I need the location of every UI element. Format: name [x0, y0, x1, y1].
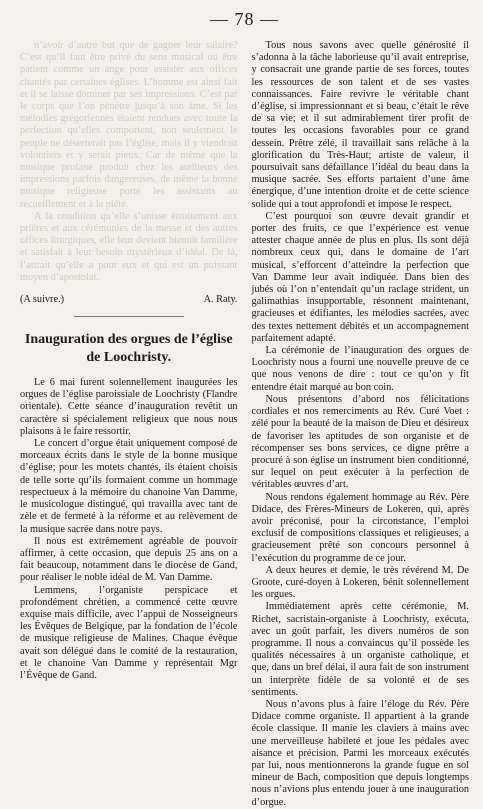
- page-number: — 78 —: [210, 9, 279, 29]
- section-title-line-1: Inauguration des orgues de l’église: [24, 332, 233, 348]
- faded-paragraph-1: n’avoir d’autre but que de gagner leur salaire? C’est qu’il faut être privé du sens musical ou être patient comme un ange pour assister aux offices chantés par certaines églises. L’homme est ainsi fait et il se laisse dominer par ses impressions. C’est par le corps que l’on pénètre jusqu’à son âme. Si les mélodies grégoriennes étaient rendues avec toute la perfection qu’elles comportent, non seulement le peuple ne déserterait pas l’église, mais il y viendrait volontiers et y serait pieux. Car de même que la musique profane produit chez les auditeurs des impressions parfois dangereuses, de même la bonne musique religieuse porte les assistants au recueillement et à la piété.: [20, 40, 238, 210]
- section-title-line-2: de Loochristy.: [86, 350, 172, 366]
- right-column: [251, 40, 470, 808]
- left-paragraph-4: Lemmens, l’organiste perspicace et profondément chrétien, a commencé cette œuvre exquise mais difficile, avec l’appui de Nosseigneurs les Évêques de Belgique, par la fondation de l’école de musique religieuse de Malines. Chaque évêque avait son délégué dans le comité de la restauration, et le chanoine Van Damme y représentait Mgr l’Évêque de Gand.: [20, 584, 238, 681]
- right-paragraph-1: Tous nous savons avec quelle générosité il s’adonna à la tâche laborieuse qu’il avait entreprise, y consacrait une grande partie de ses forces, toutes les ressources de son talent et de ses vastes connaissances. Faire revivre le véritable chant d’église, si impressionnant et si beau, c’était le rêve de sa vie; et il sut admirablement tirer profit de toutes les occasions favorables pour ce grand dessein. Prêtre zélé, il travaillait sans relâche à la glorification du Très-Haut; artiste de valeur, il poursuivait sans défaillance l’idéal du beau dans la musique sacrée. Ses efforts partaient d’une âme énergique, d’une intention droite et de cette science solide qui a tout approfondi et impose le respect.: [251, 40, 469, 210]
- right-paragraph-7: Immédiatement après cette cérémonie, M. Richet, sacristain-organiste à Loochristy, exécuta, avec un goût parfait, les divers numéros de son programme. Il nous a convaincus qu’il possède les qualités nécessaires à un organiste catholique, et que, dans un bref délai, il aura fait de son instrument un interprète fidèle de sa volonté et de ses sentiments.: [251, 601, 469, 698]
- signature-line: [20, 294, 238, 306]
- right-paragraph-3: La cérémonie de l’inauguration des orgues de Loochristy nous a fourni une nouvelle preuve de ce que nous venons de dire : tout ce qu’on y fit entendre était marqué au bon coin.: [251, 345, 469, 393]
- right-paragraph-6: A deux heures et demie, le très révérend M. De Groote, curé-doyen à Lokeren, bénit solennellement les orgues.: [251, 564, 469, 601]
- left-paragraph-3: Il nous est extrêmement agréable de pouvoir affirmer, à cette occasion, que depuis 25 ans on a fait beaucoup, notamment dans le diocèse de Gand, pour réaliser le noble idéal de M. Van Damme.: [20, 535, 238, 584]
- left-column: [20, 40, 238, 738]
- author-signature: A. Raty.: [203, 294, 238, 306]
- text-columns: [20, 40, 469, 808]
- left-paragraph-2: Le concert d’orgue était uniquement composé de morceaux écrits dans le style de la bonne musique d’église; pour les motets chantés, ils étaient choisis de telle sorte qu’ils formaient comme un hommage respectueux à la mémoire du chanoine Van Damme, le musicologue distingué, qui travailla avec tant de zèle et de fermeté à la réforme et au relèvement de la musique sacrée dans notre pays.: [20, 438, 238, 535]
- section-divider: [74, 316, 184, 317]
- faded-paragraph-2: A la condition qu’elle s’unisse étroitement aux prières et aux cérémonies de la messe et des autres offices liturgiques, elle leur devient bientôt familière et satisfait à leur besoin mystérieux d’idéal. De là, l’attrait qu’elle a pour eux et qui est un puissant moyen d’apostolat.: [20, 210, 238, 283]
- right-paragraph-8: Nous n’avons plus à faire l’éloge du Rév. Père Didace comme organiste. Il appartient à la grande école classique. Il manie les claviers à mains avec une merveilleuse habileté et joue les pédales avec aisance et précision. Parmi les morceaux exécutés par lui, nous mentionnerons la grande fugue en sol mineur de Bach, composition que depuis longtemps nous n’avions plus entendu jouer à une inauguration d’orgue.: [251, 698, 469, 808]
- right-paragraph-2: C’est pourquoi son œuvre devait grandir et porter des fruits, ce que l’expérience est venue attester chaque année de plus en plus. Ils sont déjà nombreux ceux qui, dans le domaine de l’art musical, s’efforcent d’atteindre la perfection que Van Damme leur avait indiquée. Dans bien des jubés où l’on n’entendait qu’un raclage strident, un galimathias insupportable, résonnent maintenant, gracieuses et édifiantes, les mélodies sacrées, avec des textes nettement débités et un accompagnement parfaitement adapté.: [251, 210, 469, 344]
- section-title: [20, 331, 238, 367]
- right-paragraph-4: Nous présentons d’abord nos félicitations cordiales et nos remerciments au Rév. Curé Voet : zélé pour la beauté de la maison de Dieu et désireux de favoriser les aptitudes de son organiste et de récompenser ses bons services, ce digne prêtre a procuré à son église un instrument bien conditionné, sur lequel on peut exécuter à la perfection de véritables œuvres d’art.: [251, 393, 469, 491]
- to-be-continued-note: (A suivre.): [20, 294, 65, 306]
- left-paragraph-1: Le 6 mai furent solennellement inaugurées les orgues de l’église paroissiale de Loochristy (Flandre orientale). Cette séance d’inauguration revêtit un caractère si spécialement religieux que nous nous plaisons à le faire ressortir.: [20, 377, 238, 437]
- right-paragraph-5: Nous rendons également hommage au Rév. Père Didace, des Frères-Mineurs de Lokeren, qui, après avoir préconisé, pour la circonstance, l’emploi exclusif de compositions classiques et religieuses, a gracieusement prêté son concours personnel à l’exécution du programme de ce jour.: [251, 491, 469, 564]
